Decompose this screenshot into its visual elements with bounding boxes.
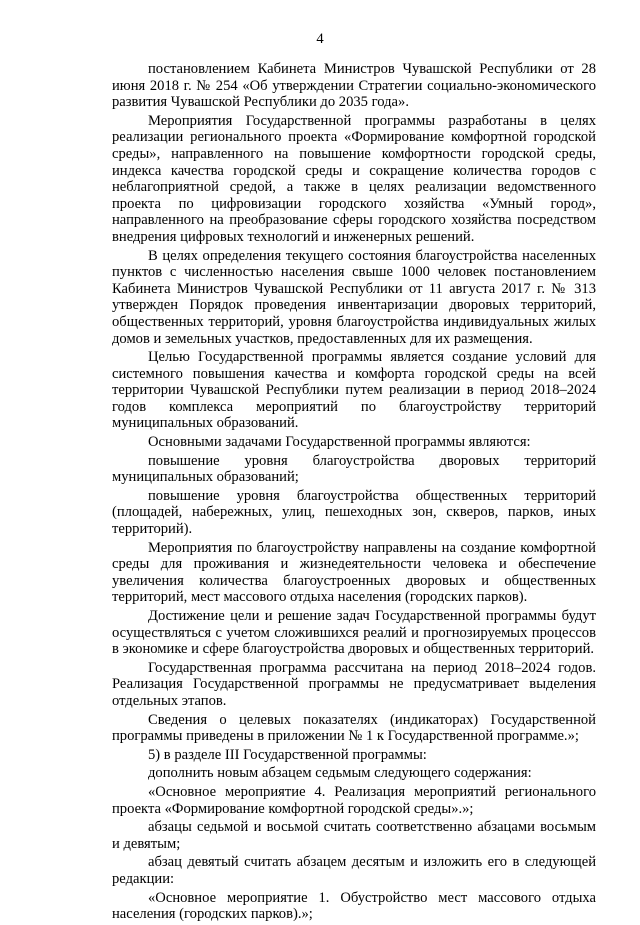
paragraph-3: В целях определения текущего состояния благоустройства населенных пунктов с численностью населения свыше 1000 человек постановлением Кабинета Министров Чувашской Республики от 11 августа 2017 г. № 313 утвержден Порядок проведения инвентаризации дворовых территорий, общественных территорий, уровня благоустройства индивидуальных жилых домов и земельных участков, предоставленных для их размещения.: [112, 247, 596, 347]
paragraph-5: Основными задачами Государственной программы являются:: [148, 434, 531, 451]
paragraph-7: повышение уровня благоустройства общественных территорий (площадей, набережных, улиц, пешеходных зон, скверов, парков, иных территорий).: [112, 487, 596, 538]
page-number: 4: [316, 31, 324, 47]
paragraph-2: Мероприятия Государственной программы разработаны в целях реализации регионального проекта «Формирование комфортной городской среды», направленного на повышение комфортности городской среды, индекса качества городской среды и сокращение количества городов с неблагоприятной средой, а также в целях реализации ведомственного проекта по цифровизации городского хозяйства «Умный город», направленного на преобразование сферы городского хозяйства посредством внедрения цифровых технологий и инженерных решений.: [112, 112, 596, 245]
paragraph-12: 5) в разделе III Государственной программы:: [148, 746, 427, 763]
document-body: [112, 61, 596, 925]
paragraph-13: дополнить новым абзацем седьмым следующего содержания:: [148, 765, 532, 782]
paragraph-9: Достижение цели и решение задач Государственной программы будут осуществляться с учетом сложившихся реалий и прогнозируемых процессов в экономике и сфере благоустройства дворовых и общественных территорий.: [112, 608, 596, 658]
paragraph-17: «Основное мероприятие 1. Обустройство мест массового отдыха населения (городских парков).»;: [112, 889, 596, 923]
paragraph-14: «Основное мероприятие 4. Реализация мероприятий регионального проекта «Формирование комфортной городской среды».»;: [112, 783, 596, 817]
paragraph-6: повышение уровня благоустройства дворовых территорий муниципальных образований;: [112, 452, 596, 486]
paragraph-4: Целью Государственной программы является создание условий для системного повышения качества и комфорта городской среды на всей территории Чувашской Республики путем реализации в период 2018–2024 годов комплекса мероприятий по благоустройству территорий муниципальных образований.: [112, 349, 596, 432]
paragraph-15: абзацы седьмой и восьмой считать соответственно абзацами восьмым и девятым;: [112, 819, 596, 852]
paragraph-16: абзац девятый считать абзацем десятым и изложить его в следующей редакции:: [112, 854, 596, 887]
paragraph-1: постановлением Кабинета Министров Чувашской Республики от 28 июня 2018 г. № 254 «Об утверждении Стратегии социально-экономического развития Чувашской Республики до 2035 года».: [112, 61, 596, 111]
paragraph-11: Сведения о целевых показателях (индикаторах) Государственной программы приведены в приложении № 1 к Государственной программе.»;: [112, 711, 596, 745]
paragraph-10: Государственная программа рассчитана на период 2018–2024 годов. Реализация Государственной программы не предусматривает выделения отдельных этапов.: [112, 659, 596, 709]
paragraph-8: Мероприятия по благоустройству направлены на создание комфортной среды для проживания и жизнедеятельности человека и обеспечение увеличения количества благоустроенных дворовых и общественных территорий, мест массового отдыха населения (городских парков).: [112, 539, 596, 606]
